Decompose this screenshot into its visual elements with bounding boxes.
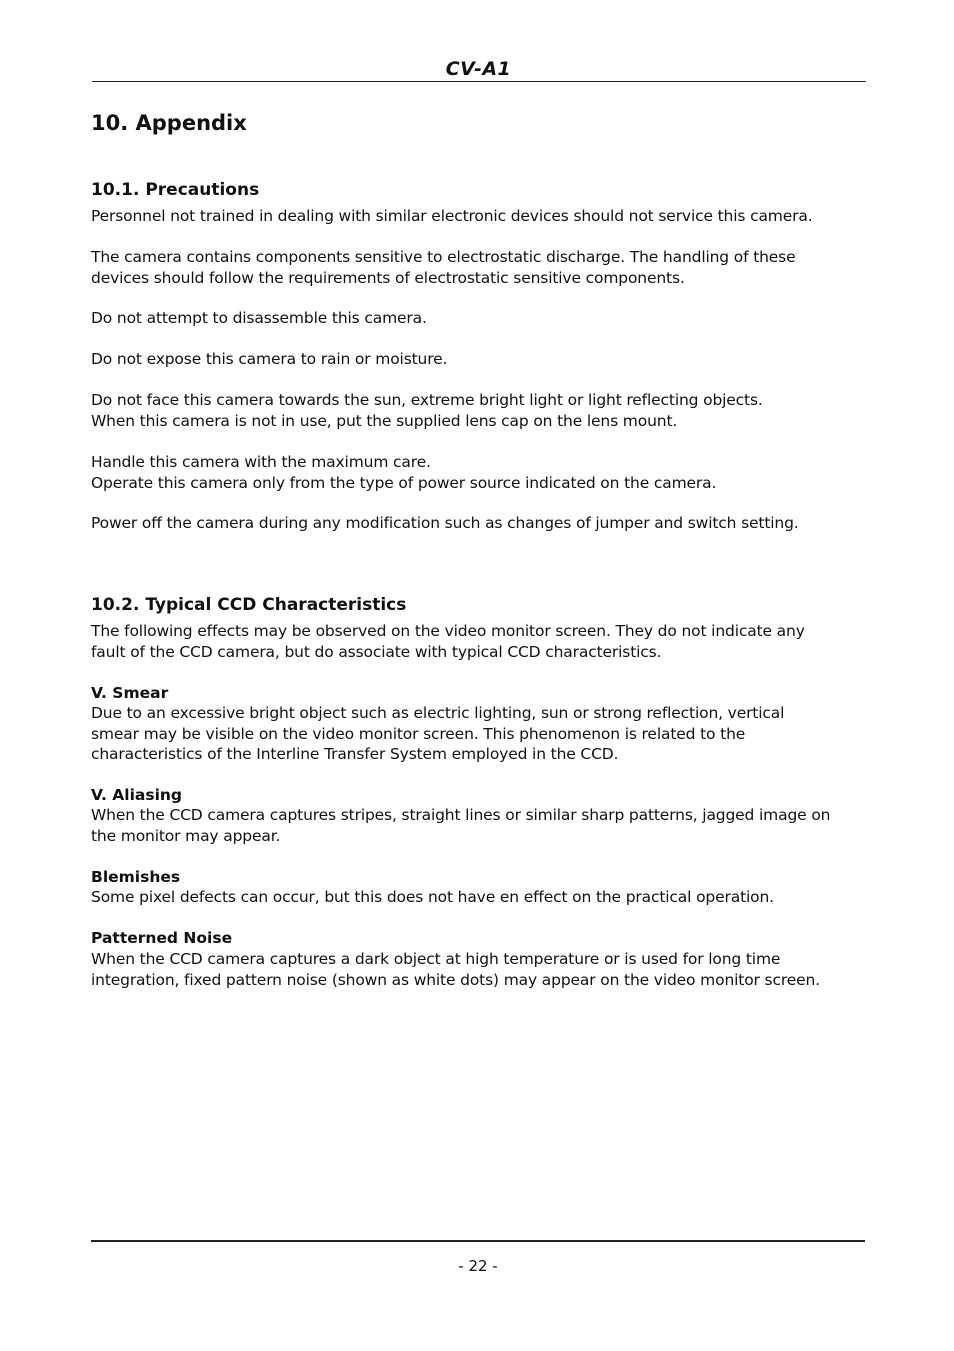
- section-title: 10. Appendix: [91, 111, 247, 135]
- footer-divider: [91, 1240, 865, 1242]
- page-number: - 22 -: [458, 1257, 498, 1275]
- paragraph-line: When this camera is not in use, put the supplied lens cap on the lens mount.: [91, 411, 678, 430]
- paragraph-line: Operate this camera only from the type of power source indicated on the camera.: [91, 473, 717, 492]
- aliasing-heading: V. Aliasing: [91, 786, 183, 804]
- paragraph-line: Personnel not trained in dealing with similar electronic devices should not service this camera.: [91, 207, 813, 225]
- patterned-noise-description: [91, 949, 866, 990]
- smear-description: [91, 703, 866, 765]
- paragraph-line: smear may be visible on the video monitor screen. This phenomenon is related to the: [91, 724, 746, 743]
- precaution-paragraph: [91, 349, 866, 370]
- paragraph-line: When the CCD camera captures a dark object at high temperature or is used for long time: [91, 950, 781, 968]
- paragraph-line: Handle this camera with the maximum care.: [91, 453, 431, 471]
- precaution-paragraph: [91, 247, 866, 288]
- paragraph-line: characteristics of the Interline Transfer System employed in the CCD.: [91, 745, 619, 763]
- paragraph-line: Some pixel defects can occur, but this does not have en effect on the practical operation.: [91, 888, 774, 906]
- aliasing-description: [91, 805, 866, 846]
- paragraph-line: Do not expose this camera to rain or moisture.: [91, 350, 448, 368]
- precaution-paragraph: [91, 206, 866, 227]
- precautions-heading: 10.1. Precautions: [91, 180, 260, 200]
- paragraph-line: The following effects may be observed on the video monitor screen. They do not indicate any: [91, 622, 805, 640]
- blemishes-description: [91, 887, 866, 908]
- blemishes-heading: Blemishes: [91, 868, 181, 886]
- header-divider: [92, 81, 866, 82]
- ccd-intro: [91, 621, 866, 662]
- paragraph-line: Due to an excessive bright object such as electric lighting, sun or strong reflection, vertical: [91, 704, 785, 722]
- paragraph-line: When the CCD camera captures stripes, straight lines or similar sharp patterns, jagged image on: [91, 806, 831, 824]
- header-model-title: CV-A1: [445, 58, 512, 80]
- paragraph-line: integration, fixed pattern noise (shown as white dots) may appear on the video monitor screen.: [91, 970, 820, 989]
- paragraph-line: The camera contains components sensitive to electrostatic discharge. The handling of these: [91, 248, 796, 266]
- smear-heading: V. Smear: [91, 684, 169, 702]
- paragraph-line: the monitor may appear.: [91, 826, 281, 845]
- precaution-paragraph: [91, 308, 866, 329]
- precaution-paragraph: [91, 513, 866, 534]
- ccd-heading: 10.2. Typical CCD Characteristics: [91, 595, 407, 615]
- paragraph-line: Power off the camera during any modification such as changes of jumper and switch setting.: [91, 514, 799, 532]
- paragraph-line: fault of the CCD camera, but do associate with typical CCD characteristics.: [91, 642, 662, 661]
- precaution-paragraph: [91, 452, 866, 493]
- paragraph-line: devices should follow the requirements of electrostatic sensitive components.: [91, 268, 685, 287]
- paragraph-line: Do not attempt to disassemble this camera.: [91, 309, 427, 327]
- paragraph-line: Do not face this camera towards the sun, extreme bright light or light reflecting objects.: [91, 391, 763, 409]
- patterned-noise-heading: Patterned Noise: [91, 929, 233, 947]
- precaution-paragraph: [91, 390, 866, 431]
